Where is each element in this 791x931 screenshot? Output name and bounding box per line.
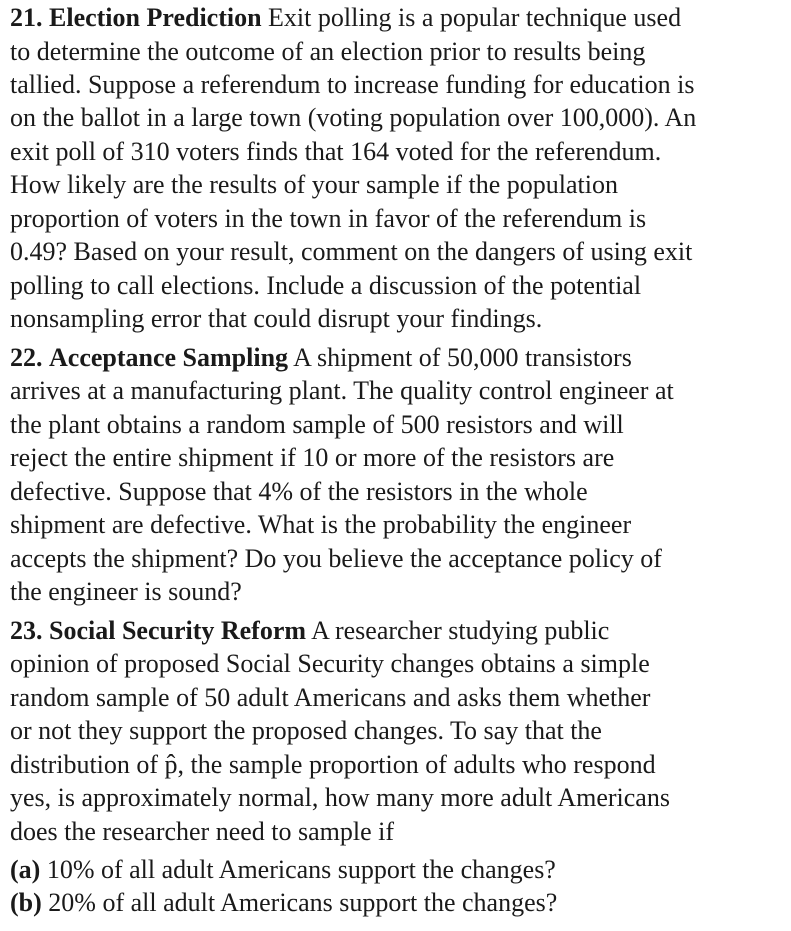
exercise-22-line-1: [10, 341, 632, 374]
exercise-text: to determine the outcome of an election prior to results being: [10, 37, 646, 66]
exercise-text: How likely are the results of your sample if the population: [10, 170, 618, 199]
exercise-text: nonsampling error that could disrupt your findings.: [10, 304, 543, 333]
exercise-text: reject the entire shipment if 10 or more of the resistors are: [10, 443, 615, 472]
exercise-text: yes, is approximately normal, how many more adult Americans: [10, 783, 670, 812]
exercise-21-line-1: [10, 1, 681, 34]
exercise-text: 0.49? Based on your result, comment on the dangers of using exit: [10, 237, 693, 266]
exercise-text: defective. Suppose that 4% of the resistors in the whole: [10, 477, 588, 506]
part-label: (b): [10, 888, 42, 917]
part-label: (a): [10, 855, 41, 884]
exercise-text: distribution of p̂, the sample proportion of adults who respond: [10, 750, 656, 779]
exercise-text: the plant obtains a random sample of 500 resistors and will: [10, 410, 624, 439]
part-text: 10% of all adult Americans support the changes?: [46, 855, 556, 884]
exercise-text: or not they support the proposed changes. To say that the: [10, 716, 602, 745]
exercise-text: does the researcher need to sample if: [10, 817, 395, 846]
exercise-text: Exit polling is a popular technique used: [268, 3, 682, 32]
exercise-text: shipment are defective. What is the probability the engineer: [10, 510, 632, 539]
exercise-text: the engineer is sound?: [10, 577, 242, 606]
exercise-title: Election Prediction: [49, 3, 262, 32]
exercise-text: proportion of voters in the town in favor of the referendum is: [10, 204, 647, 233]
part-text: 20% of all adult Americans support the changes?: [48, 888, 558, 917]
exercise-text: opinion of proposed Social Security changes obtains a simple: [10, 649, 650, 678]
exercise-number: 21.: [10, 3, 43, 32]
exercise-text: on the ballot in a large town (voting population over 100,000). An: [10, 103, 697, 132]
exercise-title: Social Security Reform: [49, 616, 307, 645]
exercise-text: random sample of 50 adult Americans and asks them whether: [10, 683, 651, 712]
exercise-text: arrives at a manufacturing plant. The quality control engineer at: [10, 376, 674, 405]
exercise-text: A researcher studying public: [311, 616, 610, 645]
exercise-text: polling to call elections. Include a discussion of the potential: [10, 271, 642, 300]
exercise-text: A shipment of 50,000 transistors: [293, 343, 632, 372]
exercise-text: accepts the shipment? Do you believe the acceptance policy of: [10, 544, 662, 573]
exercise-text: exit poll of 310 voters finds that 164 voted for the referendum.: [10, 137, 662, 166]
exercise-number: 22.: [10, 343, 43, 372]
exercise-23-line-1: [10, 614, 609, 647]
exercise-text: tallied. Suppose a referendum to increase funding for education is: [10, 70, 695, 99]
exercise-part-b: [10, 886, 557, 919]
exercise-number: 23.: [10, 616, 43, 645]
exercise-part-a: [10, 853, 556, 886]
exercise-title: Acceptance Sampling: [49, 343, 289, 372]
